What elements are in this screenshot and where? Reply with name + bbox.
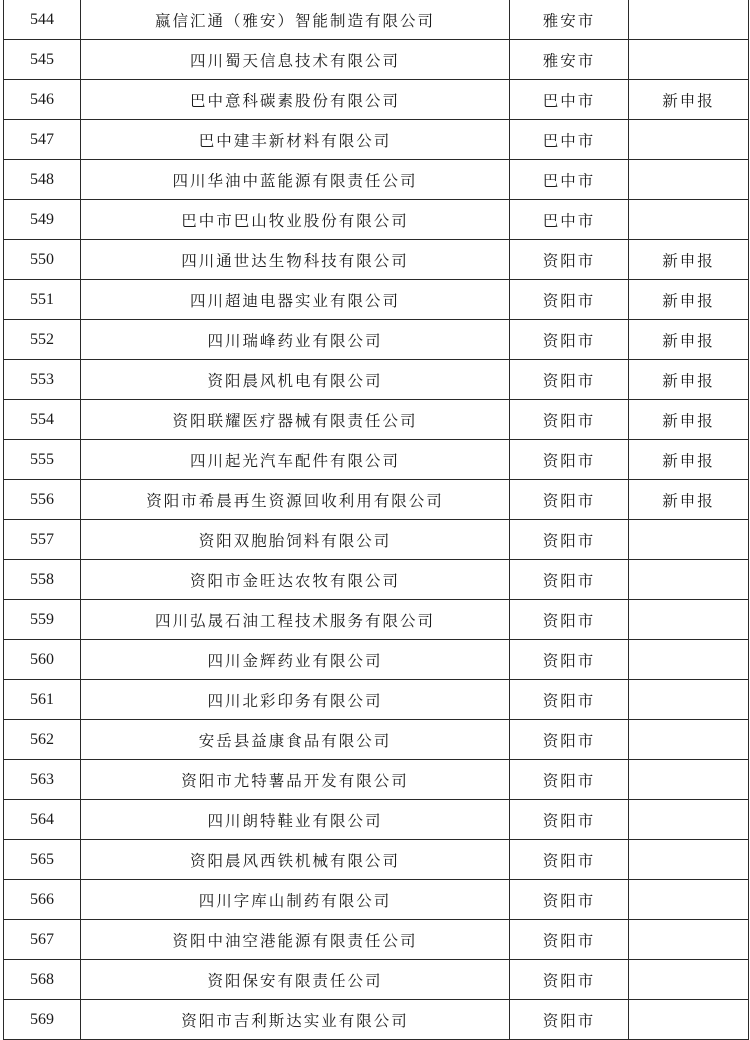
table-row bbox=[4, 400, 749, 440]
company-name-cell: 资阳中油空港能源有限责任公司 bbox=[81, 920, 510, 960]
table-row bbox=[4, 40, 749, 80]
company-name-cell: 资阳晨风机电有限公司 bbox=[81, 360, 510, 400]
note-cell: 新申报 bbox=[629, 480, 749, 520]
company-name-cell: 四川金辉药业有限公司 bbox=[81, 640, 510, 680]
company-list-table bbox=[3, 0, 749, 1040]
company-name-cell: 四川超迪电器实业有限公司 bbox=[81, 280, 510, 320]
row-number-cell: 545 bbox=[4, 40, 81, 80]
city-cell: 巴中市 bbox=[510, 160, 629, 200]
note-cell: 新申报 bbox=[629, 400, 749, 440]
row-number-cell: 554 bbox=[4, 400, 81, 440]
company-name-cell: 安岳县益康食品有限公司 bbox=[81, 720, 510, 760]
company-name-cell: 四川北彩印务有限公司 bbox=[81, 680, 510, 720]
city-cell: 资阳市 bbox=[510, 240, 629, 280]
note-cell bbox=[629, 840, 749, 880]
company-name-cell: 资阳双胞胎饲料有限公司 bbox=[81, 520, 510, 560]
city-cell: 资阳市 bbox=[510, 280, 629, 320]
city-cell: 巴中市 bbox=[510, 80, 629, 120]
row-number-cell: 552 bbox=[4, 320, 81, 360]
city-cell: 资阳市 bbox=[510, 400, 629, 440]
note-cell bbox=[629, 680, 749, 720]
city-cell: 资阳市 bbox=[510, 1000, 629, 1040]
city-cell: 资阳市 bbox=[510, 320, 629, 360]
table-row bbox=[4, 680, 749, 720]
table-row bbox=[4, 640, 749, 680]
city-cell: 资阳市 bbox=[510, 440, 629, 480]
company-name-cell: 资阳市金旺达农牧有限公司 bbox=[81, 560, 510, 600]
row-number-cell: 547 bbox=[4, 120, 81, 160]
note-cell bbox=[629, 880, 749, 920]
note-cell: 新申报 bbox=[629, 280, 749, 320]
note-cell bbox=[629, 640, 749, 680]
city-cell: 资阳市 bbox=[510, 960, 629, 1000]
table-row bbox=[4, 0, 749, 40]
table-row bbox=[4, 760, 749, 800]
city-cell: 资阳市 bbox=[510, 800, 629, 840]
city-cell: 资阳市 bbox=[510, 360, 629, 400]
note-cell bbox=[629, 40, 749, 80]
company-name-cell: 四川弘晟石油工程技术服务有限公司 bbox=[81, 600, 510, 640]
row-number-cell: 549 bbox=[4, 200, 81, 240]
note-cell bbox=[629, 720, 749, 760]
company-name-cell: 嬴信汇通（雅安）智能制造有限公司 bbox=[81, 0, 510, 40]
city-cell: 资阳市 bbox=[510, 640, 629, 680]
table-row bbox=[4, 880, 749, 920]
table-row bbox=[4, 560, 749, 600]
company-name-cell: 四川瑞峰药业有限公司 bbox=[81, 320, 510, 360]
city-cell: 资阳市 bbox=[510, 560, 629, 600]
city-cell: 资阳市 bbox=[510, 720, 629, 760]
city-cell: 资阳市 bbox=[510, 840, 629, 880]
company-name-cell: 巴中建丰新材料有限公司 bbox=[81, 120, 510, 160]
city-cell: 资阳市 bbox=[510, 760, 629, 800]
city-cell: 资阳市 bbox=[510, 600, 629, 640]
table-row bbox=[4, 800, 749, 840]
row-number-cell: 560 bbox=[4, 640, 81, 680]
city-cell: 资阳市 bbox=[510, 680, 629, 720]
table-row bbox=[4, 240, 749, 280]
company-name-cell: 四川字库山制药有限公司 bbox=[81, 880, 510, 920]
row-number-cell: 568 bbox=[4, 960, 81, 1000]
row-number-cell: 557 bbox=[4, 520, 81, 560]
note-cell bbox=[629, 560, 749, 600]
row-number-cell: 558 bbox=[4, 560, 81, 600]
table-row bbox=[4, 840, 749, 880]
table-row bbox=[4, 520, 749, 560]
table-row bbox=[4, 120, 749, 160]
company-name-cell: 巴中意科碳素股份有限公司 bbox=[81, 80, 510, 120]
table-row bbox=[4, 320, 749, 360]
table-row bbox=[4, 160, 749, 200]
note-cell bbox=[629, 760, 749, 800]
city-cell: 资阳市 bbox=[510, 520, 629, 560]
company-name-cell: 资阳保安有限责任公司 bbox=[81, 960, 510, 1000]
company-name-cell: 四川起光汽车配件有限公司 bbox=[81, 440, 510, 480]
row-number-cell: 551 bbox=[4, 280, 81, 320]
row-number-cell: 553 bbox=[4, 360, 81, 400]
note-cell: 新申报 bbox=[629, 440, 749, 480]
company-name-cell: 四川蜀天信息技术有限公司 bbox=[81, 40, 510, 80]
note-cell bbox=[629, 1000, 749, 1040]
note-cell bbox=[629, 920, 749, 960]
table-row bbox=[4, 480, 749, 520]
city-cell: 巴中市 bbox=[510, 200, 629, 240]
city-cell: 资阳市 bbox=[510, 920, 629, 960]
city-cell: 资阳市 bbox=[510, 480, 629, 520]
row-number-cell: 563 bbox=[4, 760, 81, 800]
note-cell: 新申报 bbox=[629, 80, 749, 120]
row-number-cell: 565 bbox=[4, 840, 81, 880]
company-name-cell: 资阳晨风西铁机械有限公司 bbox=[81, 840, 510, 880]
company-name-cell: 资阳市吉利斯达实业有限公司 bbox=[81, 1000, 510, 1040]
city-cell: 巴中市 bbox=[510, 120, 629, 160]
table-row bbox=[4, 280, 749, 320]
table-row bbox=[4, 920, 749, 960]
note-cell bbox=[629, 960, 749, 1000]
city-cell: 雅安市 bbox=[510, 40, 629, 80]
table-row bbox=[4, 720, 749, 760]
row-number-cell: 566 bbox=[4, 880, 81, 920]
city-cell: 雅安市 bbox=[510, 0, 629, 40]
table-row bbox=[4, 80, 749, 120]
city-cell: 资阳市 bbox=[510, 880, 629, 920]
note-cell bbox=[629, 600, 749, 640]
company-name-cell: 资阳市尤特薯品开发有限公司 bbox=[81, 760, 510, 800]
company-name-cell: 资阳联耀医疗器械有限责任公司 bbox=[81, 400, 510, 440]
table-body bbox=[4, 0, 749, 1040]
note-cell bbox=[629, 0, 749, 40]
note-cell: 新申报 bbox=[629, 360, 749, 400]
company-name-cell: 资阳市希晨再生资源回收利用有限公司 bbox=[81, 480, 510, 520]
row-number-cell: 555 bbox=[4, 440, 81, 480]
row-number-cell: 546 bbox=[4, 80, 81, 120]
row-number-cell: 561 bbox=[4, 680, 81, 720]
table-row bbox=[4, 960, 749, 1000]
company-name-cell: 四川通世达生物科技有限公司 bbox=[81, 240, 510, 280]
row-number-cell: 559 bbox=[4, 600, 81, 640]
company-list-table-wrapper bbox=[3, 0, 748, 1040]
row-number-cell: 550 bbox=[4, 240, 81, 280]
table-row bbox=[4, 200, 749, 240]
note-cell bbox=[629, 120, 749, 160]
row-number-cell: 562 bbox=[4, 720, 81, 760]
row-number-cell: 569 bbox=[4, 1000, 81, 1040]
company-name-cell: 四川华油中蓝能源有限责任公司 bbox=[81, 160, 510, 200]
note-cell bbox=[629, 160, 749, 200]
company-name-cell: 四川朗特鞋业有限公司 bbox=[81, 800, 510, 840]
table-row bbox=[4, 600, 749, 640]
company-name-cell: 巴中市巴山牧业股份有限公司 bbox=[81, 200, 510, 240]
note-cell: 新申报 bbox=[629, 240, 749, 280]
table-row bbox=[4, 440, 749, 480]
note-cell: 新申报 bbox=[629, 320, 749, 360]
note-cell bbox=[629, 520, 749, 560]
row-number-cell: 548 bbox=[4, 160, 81, 200]
row-number-cell: 567 bbox=[4, 920, 81, 960]
note-cell bbox=[629, 800, 749, 840]
row-number-cell: 564 bbox=[4, 800, 81, 840]
table-row bbox=[4, 1000, 749, 1040]
row-number-cell: 556 bbox=[4, 480, 81, 520]
row-number-cell: 544 bbox=[4, 0, 81, 40]
table-row bbox=[4, 360, 749, 400]
note-cell bbox=[629, 200, 749, 240]
